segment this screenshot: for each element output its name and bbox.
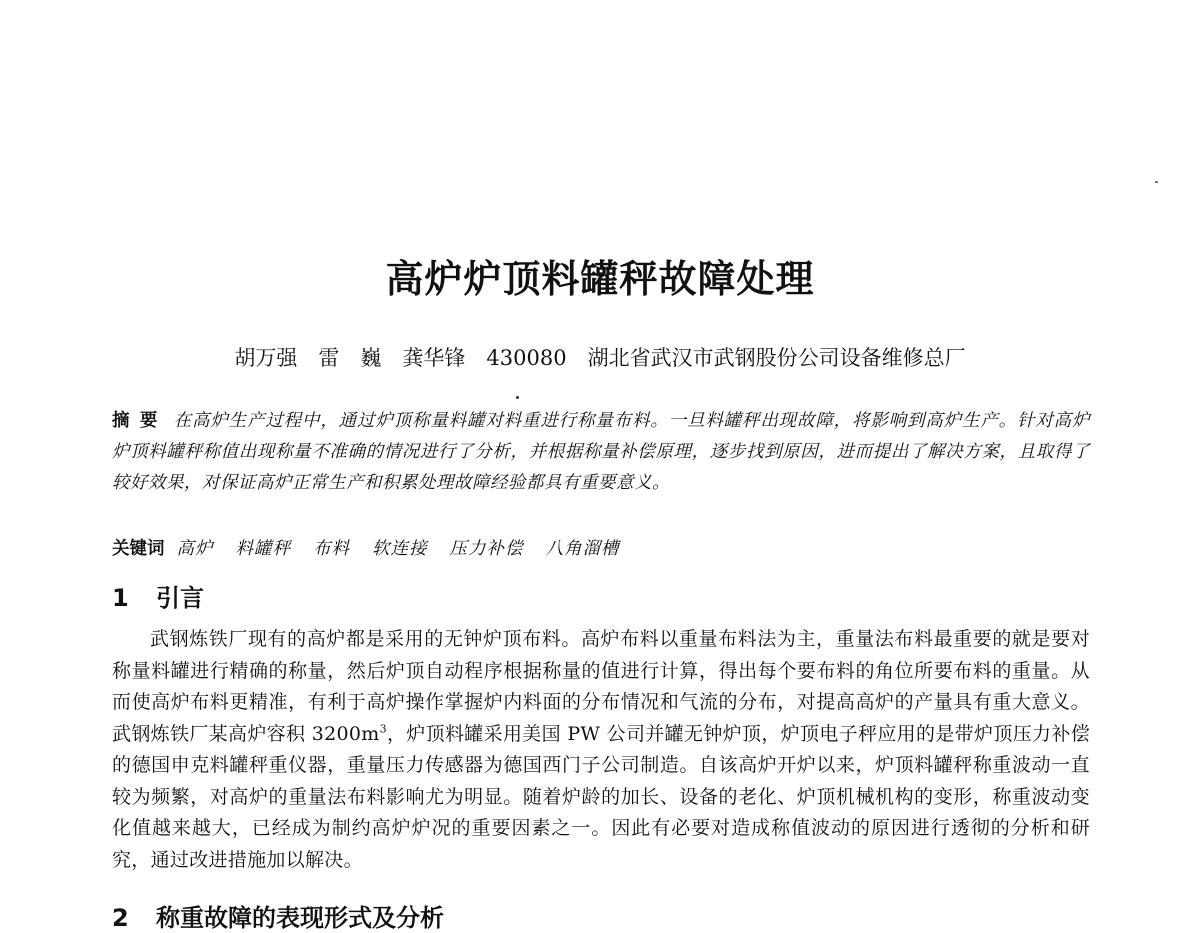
paragraph-text-continued: ，炉顶料罐采用美国 PW 公司并罐无钟炉顶，炉顶电子秤应用的是带炉顶压力补偿的德国申克料罐秤重仪器，重量压力传感器为德国西门子公司制造。自该高炉开炉以来，炉顶料罐秤称重波动一直较为频繁，对高炉的重量法布料影响尤为明显。随着炉龄的加长、设备的老化、炉顶机械机构的变形，称重波动变化值越来越大，已经成为制约高炉炉况的重要因素之一。因此有必要对造成称值波动的原因进行透彻的分析和研究，通过改进措施加以解决。 bbox=[112, 722, 1090, 871]
paper-title: 高炉炉顶料罐秤故障处理 bbox=[385, 257, 815, 301]
abstract-text: 在高炉生产过程中，通过炉顶称量料罐对料重进行称量布料。一旦料罐秤出现故障，将影响到高炉生产。针对高炉炉顶料罐秤称值出现称量不准确的情况进行了分析，并根据称量补偿原理，逐步找到原因，进而提出了解决方案，且取得了较好效果，对保证高炉正常生产和积累处理故障经验都具有重要意义。 bbox=[112, 411, 1091, 493]
keyword-item: 高炉 bbox=[176, 539, 214, 559]
section-heading-2 bbox=[112, 898, 444, 933]
section-heading-1 bbox=[112, 578, 204, 613]
abstract-label: 摘要 bbox=[112, 411, 168, 431]
keyword-item: 压力补偿 bbox=[449, 539, 524, 559]
superscript: 3 bbox=[379, 722, 387, 736]
keyword-item: 软连接 bbox=[372, 539, 428, 559]
keywords bbox=[112, 535, 1090, 563]
section-number: 1 bbox=[112, 584, 129, 612]
scan-dot bbox=[516, 396, 519, 399]
section-1-paragraph bbox=[112, 624, 1090, 876]
keyword-item: 八角溜槽 bbox=[545, 539, 620, 559]
section-title: 称重故障的表现形式及分析 bbox=[156, 904, 444, 932]
keyword-item: 料罐秤 bbox=[235, 539, 291, 559]
scan-mark bbox=[1155, 181, 1158, 183]
keyword-item: 布料 bbox=[313, 539, 350, 559]
keywords-label: 关键词 bbox=[112, 539, 165, 559]
paragraph-text: 武钢炼铁厂现有的高炉都是采用的无钟炉顶布料。高炉布料以重量布料法为主，重量法布料最重要的就是要对称量料罐进行精确的称量，然后炉顶自动程序根据称量的值进行计算，得出每个要布料的角位所要布料的重量。从而使高炉布料更精准，有利于高炉操作掌握炉内料面的分布情况和气流的分布，对提高高炉的产量具有重大意义。武钢炼铁厂某高炉容积 3200m bbox=[112, 628, 1090, 745]
author-affiliation-line: 胡万强 雷 巍 龚华锋 430080 湖北省武汉市武钢股份公司设备维修总厂 bbox=[234, 346, 966, 370]
section-title: 引言 bbox=[156, 584, 204, 612]
abstract bbox=[112, 406, 1090, 499]
section-number: 2 bbox=[112, 904, 129, 932]
